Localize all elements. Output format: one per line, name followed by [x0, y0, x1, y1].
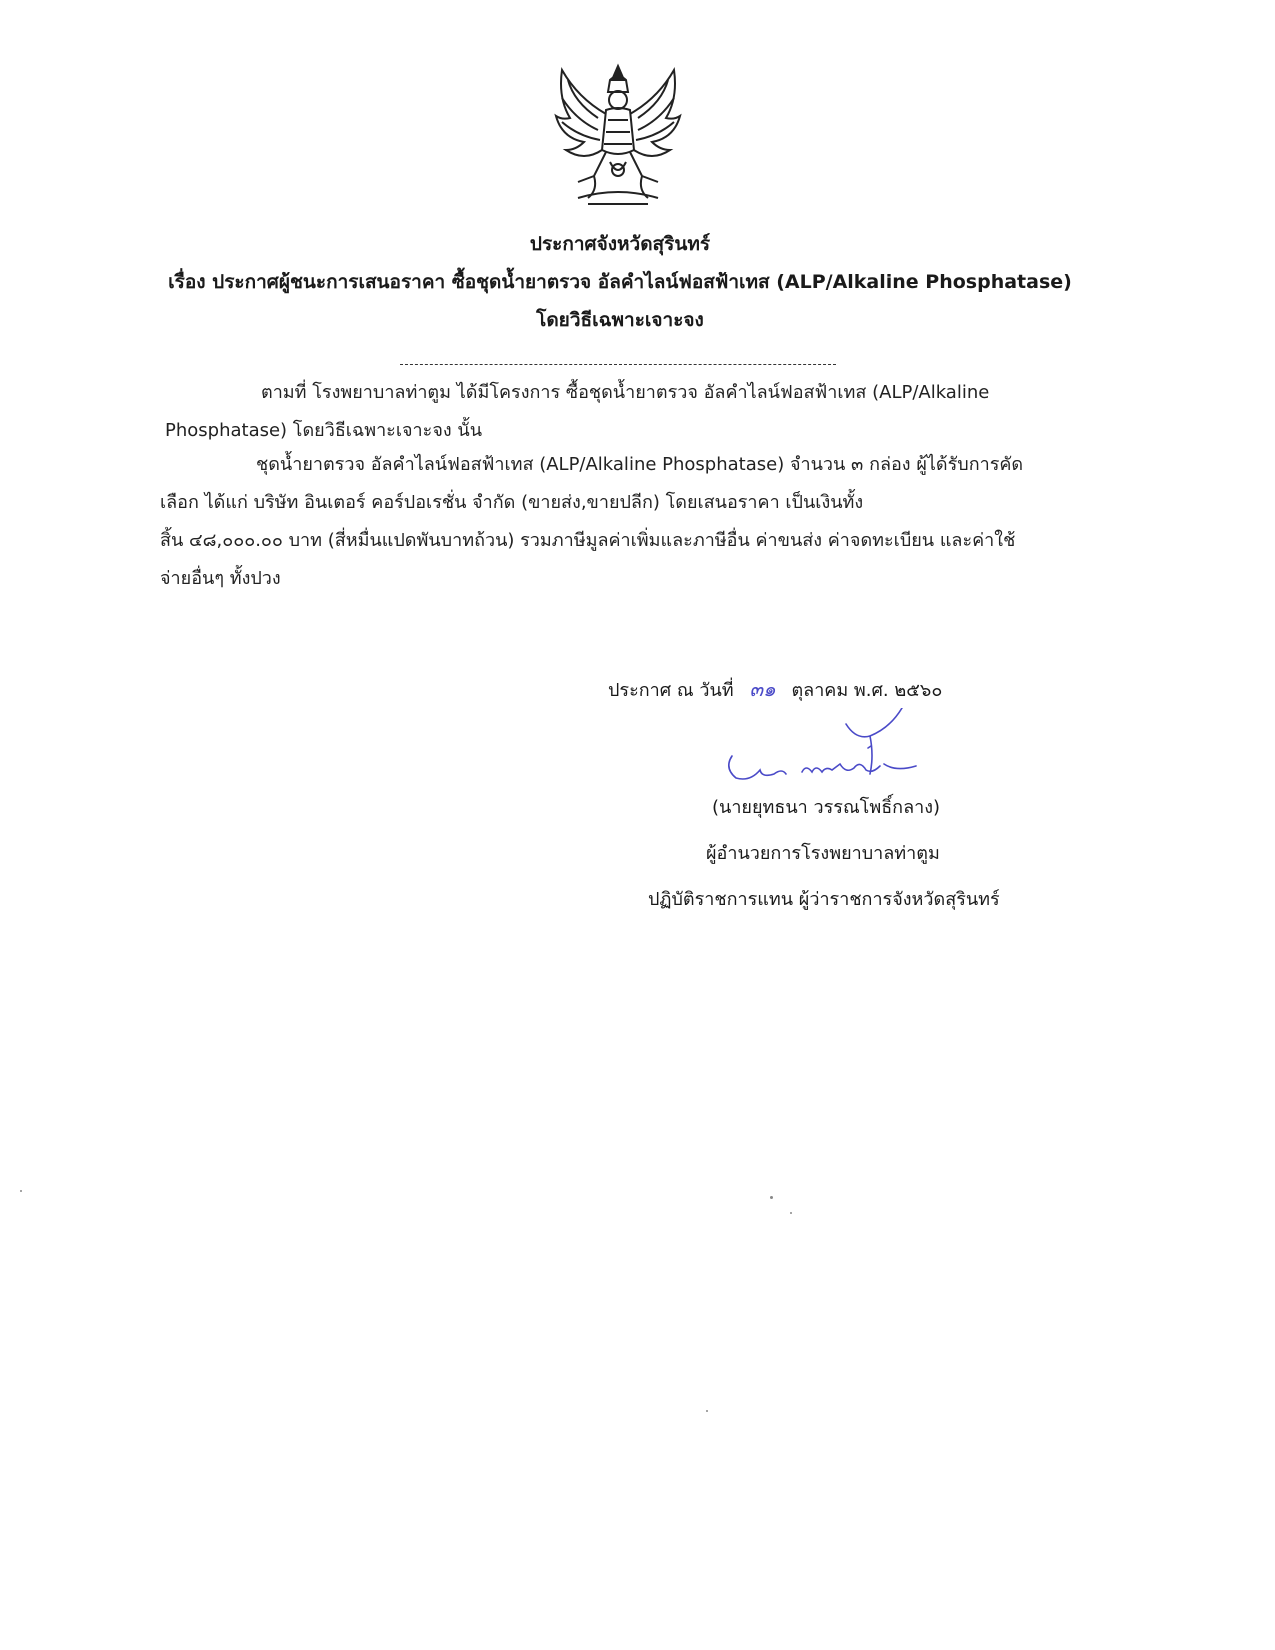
handwritten-signature	[720, 708, 950, 798]
signatory-acting-for: ปฏิบัติราชการแทน ผู้ว่าราชการจังหวัดสุรินทร์	[648, 889, 1000, 910]
announcement-header	[150, 225, 1090, 339]
date-day-handwritten: ๓๑	[749, 677, 776, 701]
paragraph-line: สิ้น ๔๘,๐๐๐.๐๐ บาท (สี่หมื่นแปดพันบาทถ้วน) รวมภาษีมูลค่าเพิ่มและภาษีอื่น ค่าขนส่ง ค่าจดทะเบียน และค่าใช้	[160, 530, 1016, 551]
paragraph-line: ชุดน้ำยาตรวจ อัลคำไลน์ฟอสฟ้าเทส (ALP/Alkaline Phosphatase) จำนวน ๓ กล่อง ผู้ได้รับการคัด	[256, 454, 1024, 475]
scan-speck	[20, 1190, 22, 1192]
paragraph-line: Phosphatase) โดยวิธีเฉพาะเจาะจง นั้น	[165, 420, 482, 441]
header-issuer: ประกาศจังหวัดสุรินทร์	[529, 233, 711, 255]
header-divider	[400, 364, 836, 365]
scan-speck	[790, 1212, 792, 1214]
date-year: ๒๕๖๐	[894, 680, 943, 701]
paragraph-winner	[160, 446, 1040, 598]
announcement-date	[608, 673, 942, 705]
scan-speck	[770, 1196, 773, 1199]
header-subject: เรื่อง ประกาศผู้ชนะการเสนอราคา ซื้อชุดน้ำยาตรวจ อัลคำไลน์ฟอสฟ้าเทส (ALP/Alkaline Phosphatase)	[168, 271, 1072, 293]
date-prefix: ประกาศ ณ วันที่	[608, 680, 734, 701]
paragraph-line: เลือก ได้แก่ บริษัท อินเตอร์ คอร์ปอเรชั่น จำกัด (ขายส่ง,ขายปลีก) โดยเสนอราคา เป็นเงินทั้ง	[160, 492, 864, 513]
header-method: โดยวิธีเฉพาะเจาะจง	[536, 309, 704, 331]
paragraph-line: ตามที่ โรงพยาบาลท่าตูม ได้มีโครงการ ซื้อชุดน้ำยาตรวจ อัลคำไลน์ฟอสฟ้าเทส (ALP/Alkaline	[261, 382, 990, 403]
paragraph-line: จ่ายอื่นๆ ทั้งปวง	[160, 568, 281, 589]
paragraph-project	[165, 374, 1045, 450]
signatory-position: ผู้อำนวยการโรงพยาบาลท่าตูม	[706, 843, 940, 864]
signatory-name: (นายยุทธนา วรรณโพธิ์กลาง)	[712, 797, 941, 818]
scan-speck	[706, 1410, 708, 1412]
date-month-year: ตุลาคม พ.ศ.	[791, 680, 889, 701]
garuda-emblem-icon	[548, 58, 688, 210]
